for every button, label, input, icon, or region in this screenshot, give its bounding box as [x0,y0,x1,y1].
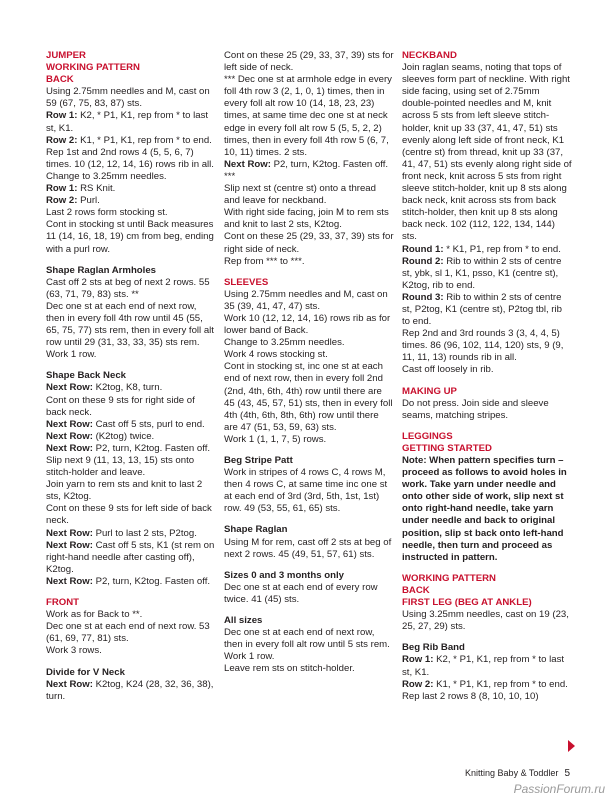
paragraph: Cont in stocking st until Back measures 11 (14, 16, 18, 19) cm from beg, ending with a purl row. [46,219,214,255]
instruction-row [46,419,216,431]
instruction-row [46,431,216,443]
row-text: K2, * P1, K1, rep from * to last st, K1. [46,110,209,134]
column-3 [402,50,572,703]
paragraph: Dec one st at each end of every row twice. 41 (45) sts. [224,581,378,605]
subheading-sizes-0-3: Sizes 0 and 3 months only [224,569,344,581]
page-number: 5 [564,768,570,779]
row-text: P2, turn, K2tog. Fasten off. [92,575,211,587]
paragraph: Last 2 rows form stocking st. [46,207,168,219]
paragraph: Work 3 rows. [46,645,102,657]
subheading-all-sizes: All sizes [224,615,263,627]
row-label: Next Row: [224,158,271,170]
instruction-row [46,135,216,147]
paragraph: Work 10 (12, 12, 14, 16) rows rib as for lower band of Back. [224,312,391,337]
section-heading-making-up: MAKING UP [402,385,457,397]
instruction-row [402,256,572,292]
row-label: Next Row: [46,382,93,394]
instruction-row [402,654,572,678]
row-text: P2, turn, K2tog. Fasten off. *** [224,158,389,182]
paragraph: Cont on these 9 sts for left side of back neck. [46,503,212,527]
instruction-row [46,443,216,455]
footer-title: Knitting Baby & Toddler [465,768,559,778]
paragraph: Cont on these 9 sts for right side of back neck. [46,394,195,418]
row-label: Row 2: [46,195,78,207]
paragraph: Do not press. Join side and sleeve seams, matching stripes. [402,397,549,421]
row-text: K1, * P1, K1, rep from * to end. [77,134,212,146]
paragraph: Rep from *** to ***. [224,255,305,267]
row-label: Next Row: [46,527,93,539]
row-text: Cast off 5 sts, purl to end. [92,418,205,430]
instruction-row [402,679,572,691]
paragraph: Dec one st at each end of next row. 53 (61, 69, 77, 81) sts. [46,621,210,645]
paragraph: Work 1 row. [46,349,97,361]
row-label: Row 2: [402,678,434,690]
paragraph: Using M for rem, cast off 2 sts at beg of next 2 rows. 45 (49, 51, 57, 61) sts. [224,536,392,560]
section-heading-sleeves: SLEEVES [224,276,269,288]
paragraph: Using 3.25mm needles, cast on 19 (23, 25, 27, 29) sts. [402,609,569,633]
instruction-row [46,540,216,576]
paragraph: Dec one st at each end of next row, then in every foll alt row until 5 sts rem. [224,627,390,651]
subheading-shape-raglan-armholes: Shape Raglan Armholes [46,264,156,276]
paragraph: Rep 2nd and 3rd rounds 3 (3, 4, 4, 5) times. 86 (96, 102, 114, 120) sts, 9 (9, 11, 11, 13) rounds rib in all. [402,328,564,364]
row-text: Purl to last 2 sts, P2tog. [92,527,197,539]
column-2 [224,50,394,676]
instruction-row [46,382,216,394]
paragraph: With right side facing, join M to rem sts and knit to last 2 sts, K2tog. [224,207,389,231]
paragraph: Cast off 2 sts at beg of next 2 rows. 55 (63, 71, 79, 83) sts. ** [46,276,210,300]
row-label: Row 2: [46,134,78,146]
paragraph: Cont on these 25 (29, 33, 37, 39) sts for right side of neck. [224,231,394,255]
subheading-working-pattern: WORKING PATTERN [46,62,140,74]
paragraph: Change to 3.25mm needles. [46,170,167,182]
paragraph: Join raglan seams, noting that tops of sleeves form part of neckline. With right side facing, using set of 2.75mm double-pointed needles and M, knit across 5 sts from left sleeve stitch-holder, knit up 33 (37, 41, 47, 51) sts evenly along left side of front neck, K1 (centre st) from thread, knit up 33 (37, 41, 47, 51) sts evenly along right side of front neck, knit across 5 sts from right sleeve stitch-holder, knit up 8 sts along back neck, knit across sts from back stitch-holder, then knit up 8 sts along back neck. 102 (112, 122, 134, 144) sts. [402,62,572,243]
paragraph: *** Dec one st at armhole edge in every foll 4th row 3 (2, 1, 0, 1) times, then in every foll alt row 10 (14, 18, 23, 23) times, at same time dec one st at neck edge in every foll alt row 5 (5, 5, 2, 2) times, then in every foll 4th row 5 (6, 7, 10, 11) times. 2 sts. [224,74,392,158]
paragraph: Slip next st (centre st) onto a thread and leave for neckband. [224,183,376,207]
row-text: K2, * P1, K1, rep from * to last st, K1. [402,654,565,678]
paragraph: Leave rem sts on stitch-holder. [224,663,355,675]
paragraph: Cont in stocking st, inc one st at each end of next row, then in every foll 2nd (2nd, 4th, 6th, 4th) row until there are 45 (43, 45, 57, 51) sts, then in every foll 4th (4th, 6th, 8th, 6th) row until there are 47 (51, 53, 59, 63) sts. [224,361,393,433]
paragraph: Cast off loosely in rib. [402,364,494,376]
paragraph: Work 1 row. [224,651,275,663]
watermark: PassionForum.ru [513,782,605,796]
row-label: Row 1: [402,654,434,666]
row-label: Row 1: [46,110,78,122]
section-heading-front: FRONT [46,597,80,609]
row-label: Next Row: [46,575,93,587]
instruction-row [402,292,572,328]
subheading-back: BACK [46,74,74,86]
paragraph: Rep 1st and 2nd rows 4 (5, 5, 6, 7) times. 10 (12, 12, 14, 16) rows rib in all. [46,146,214,170]
row-text: Cast off 5 sts, K1 (st rem on right-hand needle after casting off), K2tog. [46,539,215,575]
row-text: RS Knit. [77,183,116,195]
paragraph: Work 1 (1, 1, 7, 5) rows. [224,433,327,445]
row-text: P2, turn, K2tog. Fasten off. [92,442,211,454]
instruction-row [46,195,216,207]
row-label: Round 2: [402,255,444,267]
subheading-getting-started: GETTING STARTED [402,442,492,454]
row-text: K1, * P1, K1, rep from * to end. [433,678,568,690]
row-text: Rib to within 2 sts of centre st, ybk, sl 1, K1, psso, K1 (centre st), K2tog, rib to end. [402,255,562,291]
subheading-working-pattern: WORKING PATTERN [402,572,496,584]
instruction-row [46,679,216,703]
row-label: Next Row: [46,418,93,430]
section-heading-leggings: LEGGINGS [402,430,453,442]
instruction-row [402,244,572,256]
instruction-row [46,528,216,540]
paragraph: Using 2.75mm needles and M, cast on 35 (39, 41, 47, 47) sts. [224,288,388,312]
paragraph: Work in stripes of 4 rows C, 4 rows M, then 4 rows C, at same time inc one st at each end of 3rd (3rd, 5th, 1st, 1st) row. 49 (53, 55, 61, 65) sts. [224,467,388,515]
row-label: Next Row: [46,539,93,551]
row-text: K2tog, K24 (28, 32, 36, 38), turn. [46,678,214,702]
subheading-beg-stripe-patt: Beg Stripe Patt [224,455,293,466]
paragraph: Cont on these 25 (29, 33, 37, 39) sts for left side of neck. [224,50,394,74]
subheading-back: BACK [402,584,430,596]
row-label: Row 1: [46,183,78,195]
subheading-shape-back-neck: Shape Back Neck [46,370,126,382]
paragraph: Join yarn to rem sts and knit to last 2 sts, K2tog. [46,479,203,503]
row-text: * K1, P1, rep from * to end. [443,243,561,255]
paragraph: Using 2.75mm needles and M, cast on 59 (67, 75, 83, 87) sts. [46,86,210,110]
paragraph: Dec one st at each end of next row, then in every foll 4th row until 45 (55, 65, 75, 77) sts rem, then in every foll alt row until 29 (31, 33, 33, 35) sts rem. [46,300,214,349]
instruction-row [46,183,216,195]
section-heading-jumper: JUMPER [46,50,86,61]
subheading-divide-v-neck: Divide for V Neck [46,666,125,678]
paragraph: Change to 3.25mm needles. [224,337,345,349]
paragraph: Work as for Back to **. [46,609,143,621]
row-label: Next Row: [46,678,93,690]
paragraph: Work 4 rows stocking st. [224,349,328,361]
row-label: Next Row: [46,430,93,442]
column-1 [46,50,216,703]
instruction-row [224,159,394,183]
row-text: Purl. [77,195,100,207]
paragraph: Rep last 2 rows 8 (8, 10, 10, 10) [402,690,539,702]
page-footer [400,768,570,779]
subheading-first-leg: FIRST LEG (BEG AT ANKLE) [402,597,532,609]
continue-arrow-icon [568,740,575,752]
section-heading-neckband: NECKBAND [402,50,457,61]
row-text: K2tog, K8, turn. [92,382,163,394]
note-paragraph: Note: When pattern specifies turn – proceed as follows to avoid holes in work. Take yarn under needle and onto other side of work, slip next st onto right-hand needle, take yarn under needle and back to original position, slip st back onto left-hand needle, then turn and proceed as instructed in pattern. [402,455,567,563]
row-text: Rib to within 2 sts of centre st, P2tog, K1 (centre st), P2tog tbl, rib to end. [402,291,562,328]
paragraph: Slip next 9 (11, 13, 13, 15) sts onto stitch-holder and leave. [46,455,195,479]
instruction-row [46,576,216,588]
instruction-row [46,110,216,134]
row-label: Round 1: [402,243,444,255]
subheading-shape-raglan: Shape Raglan [224,524,288,536]
row-label: Round 3: [402,291,444,303]
row-label: Next Row: [46,442,93,454]
row-text: (K2tog) twice. [92,430,155,442]
subheading-beg-rib-band: Beg Rib Band [402,642,465,654]
